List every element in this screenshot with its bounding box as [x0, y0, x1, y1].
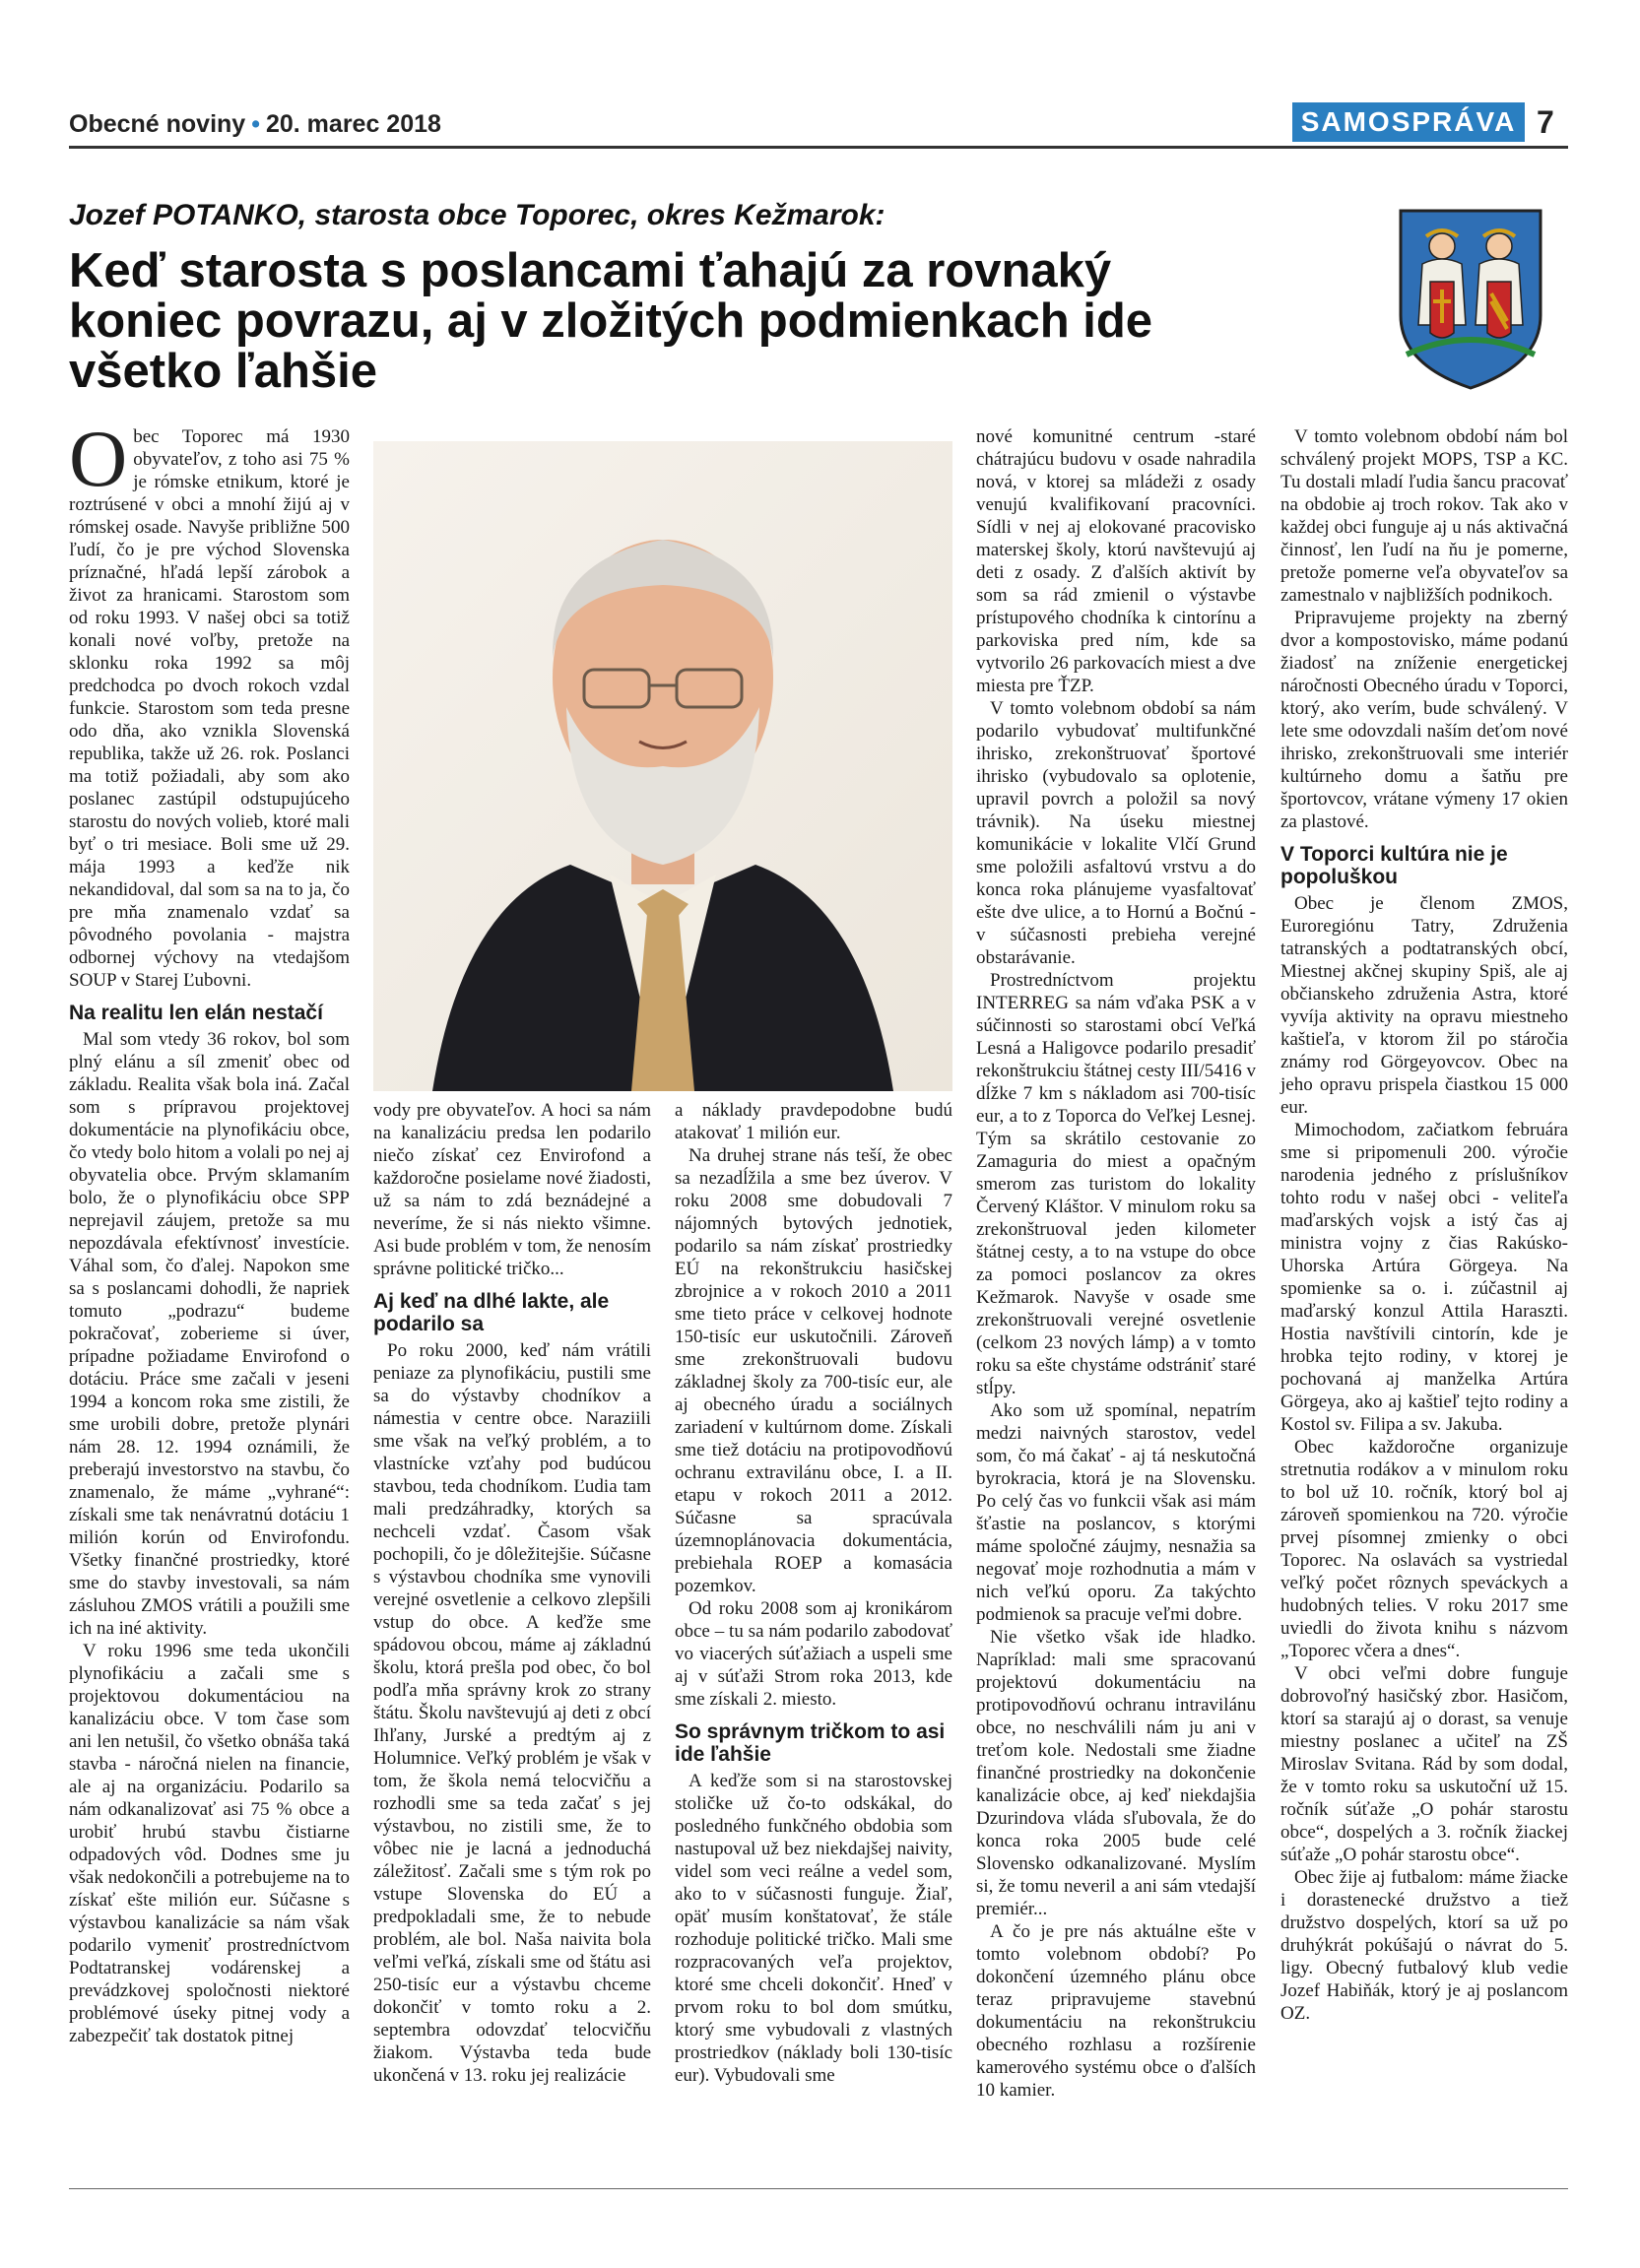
paragraph: A keďže som si na starostovskej stoličke už čo-to odskákal, do posledného funkčného obdobia som nastupoval už bez niekdajšej naivity, videl som veci reálne a vedel som, ako to v súčasnosti funguje. Žiaľ, opäť musím konštatovať, že stále rozhoduje politické tričko. Mali sme rozpracovaných veľa projektov, ktoré sme chceli dokončiť. Hneď v prvom roku to bol dom smútku, ktorý sme vybudovali z vlastných prostriedkov (náklady boli 130-tisíc eur). Vybudovali sme — [675, 1771, 952, 2086]
publication-name: Obecné noviny — [69, 110, 246, 138]
paragraph: a náklady pravdepodobne budú atakovať 1 milión eur. — [675, 1100, 952, 1143]
subheading: Aj keď na dlhé lakte, ale podarilo sa — [373, 1290, 610, 1335]
paragraph: Nie všetko však ide hladko. Napríklad: mali sme spracovanú projektovú dokumentáciu na protipovodňovú ochranu intravilánu obce, no neschválili nám ju ani v treťom kole. Nedostali sme žiadne finančné prostriedky na dokončenie kanalizácie obce, aj keď niekdajšia Dzurindova vláda sľubovala, že do konca roka 2005 bude celé Slovensko odkanalizované. Myslím si, že tomu neveril a ani sám vtedajší premiér... — [976, 1627, 1256, 1919]
subheading: Na realitu len elán nestačí — [69, 1002, 323, 1024]
paragraph: nové komunitné centrum -staré chátrajúcu budovu v osade nahradila nová, v ktorej sa mládeži z osady venujú kvalifikovaní pracovníci. Sídli v nej aj elokované pracovisko materskej školy, ktorú navštevujú aj deti z osady. Z ďalších aktivít by som sa rád zmienil o výstavbe prístupového chodníka k cintorínu a parkoviska pred ním, kde sa vytvorilo 26 parkovacích miest a dve miesta pre ŤZP. — [976, 426, 1256, 696]
header-rule — [69, 146, 1568, 149]
section-label: SAMOSPRÁVA — [1292, 102, 1525, 142]
paragraph: V roku 1996 sme teda ukončili plynofikáciu a začali sme s projektovou dokumentáciou na kanalizáciu obce. V tom čase som ani len netušil, čo všetko obnáša taká stavba - náročná nielen na financie, ale aj na organizáciu. Podarilo sa nám odkanalizovať asi 75 % obce a urobiť hrubú stavbu čistiarne odpadových vôd. Dodnes sme ju však nedokončili a potrebujeme na to získať ešte milión eur. Súčasne s výstavbou kanalizácie sa nám však podarilo vymeniť prostredníctvom Podtatranskej vodárenskej a prevádzkovej spoločnosti niektoré problémové úseky pitnej vody a zabezpečiť tak dostatok pitnej — [69, 1641, 350, 2046]
paragraph: V tomto volebnom období sa nám podarilo vybudovať multifunkčné ihrisko, zrekonštruovať športové ihrisko (vybudovalo sa oplotenie, upravil povrch a položil sa nový trávnik). Na úseku miestnej komunikácie v lokalite Vlčí Grund sme položili asfaltovú vrstvu a do konca roka plánujeme vyasfaltovať ešte dve ulice, a to Hornú a Bočnú - v súčasnosti prebieha verejné obstarávanie. — [976, 698, 1256, 968]
paragraph: Prostredníctvom projektu INTERREG sa nám vďaka PSK a v súčinnosti so starostami obcí Veľká Lesná a Haligovce podarilo presadiť rekonštrukciu štátnej cesty III/5416 v dĺžke 7 km s nákladom asi 700-tisíc eur, a to z Toporca do Veľkej Lesnej. Tým sa skrátilo cestovanie zo Zamaguria do miest a opačným smerom zas turistom do lokality Červený Kláštor. V minulom roku sa zrekonštruoval jeden kilometer štátnej cesty, a to na vstupe do obce za pomoci poslancov za okres Kežmarok. Navyše v osade sme zrekonštruovali verejné osvetlenie (celkom 23 nových lámp) a v tomto roku sa ešte chystáme odstrániť staré stĺpy. — [976, 970, 1256, 1398]
paragraph: vody pre obyvateľov. A hoci sa nám na kanalizáciu predsa len podarilo niečo získať cez Envirofond a každoročne posielame nové žiadosti, už sa nám to zdá beznádejné a neveríme, že si nás niekto všimne. Asi bude problém v tom, že nenosím správne politické tričko... — [373, 1100, 651, 1279]
article-column-2 — [373, 1099, 651, 2087]
paragraph: V tomto volebnom období nám bol schválený projekt MOPS, TSP a KC. Tu dostali mladí ľudia šancu pracovať na obdobie aj troch rokov. Tak ako v každej obci funguje aj u nás aktivačná činnosť, len ľudí na ňu je pomerne, pretože pomerne veľa obyvateľov sa zamestnalo v najbližších podnikoch. — [1280, 426, 1568, 606]
paragraph: V obci veľmi dobre funguje dobrovoľný hasičský zbor. Hasičom, ktorí sa starajú aj o dorast, sa venuje miestny poslanec a učiteľ na ZŠ Miroslav Svitana. Rád by som dodal, že v tomto roku sa uskutoční už 15. ročník súťaže „O pohár starostu obce“, dospelých a 3. ročník žiackej súťaže „O pohár starostu obce“. — [1280, 1663, 1568, 1865]
paragraph: Po roku 2000, keď nám vrátili peniaze za plynofikáciu, pustili sme sa do výstavby chodníkov a námestia v centre obce. Naraziili sme však na veľký problém, a to vlastnícke vzťahy pod budúcou stavbou, teda chodníkom. Ľudia tam mali predzáhradky, ktorých sa nechceli vzdať. Časom však pochopili, čo je dôležitejšie. Súčasne s výstavbou chodníka sme vynovili verejné osvetlenie a celkovo zlepšili vstup do obce. A keďže sme spádovou obcou, máme aj základnú školu, ktorá prešla pod obec, čo bol podľa mňa správny krok zo strany štátu. Školu navštevujú aj deti z obcí Ihľany, Jurské a predtým aj z Holumnice. Veľký problém je však v tom, že škola nemá telocvičňu a rozhodli sme sa teda začať s jej výstavbou, no zistili sme, že to vôbec nie je lacná a jednoduchá záležitosť. Začali sme s tým rok po vstupe Slovenska do EÚ a predpokladali sme, že to nebude problém, ale bol. Naša naivita bola veľmi veľká, získali sme od štátu asi 250-tisíc eur a výstavbu chceme dokončiť v tomto roku a 2. septembra odovzdať telocvičňu žiakom. Výstavba teda bude ukončená v 13. roku jej realizácie — [373, 1340, 651, 2086]
subheading: V Toporci kultúra nie je popoluškou — [1280, 843, 1508, 888]
coat-of-arms-icon — [1397, 207, 1544, 392]
paragraph: Mal som vtedy 36 rokov, bol som plný elánu a síl zmeniť obec od základu. Realita však bola iná. Začal som s prípravou projektovej dokumentácie na plynofikáciu obce, čo vtedy bolo hitom a volali po nej aj obyvatelia obce. Prvým sklamaním bolo, že o plynofikáciu obce SPP neprejavil záujem, pretože sa mu nepozdávala efektívnosť investície. Váhal som, čo ďalej. Napokon sme sa s poslancami dohodli, že napriek tomuto „podrazu“ budeme pokračovať, zoberieme si úver, prípadne požiadame Envirofond o dotáciu. Práce sme začali v jeseni 1994 a koncom roka sme zistili, že sme urobili dobre, pretože plynári nám 28. 12. 1994 oznámili, že preberajú investorstvo na stavbu, čo znamenalo, že máme „vyhrané“: získali sme tak nenávratnú dotáciu 1 milión korún od Envirofondu. Všetky finančné prostriedky, ktoré sme do stavby investovali, sa nám zásluhou ZMOS vrátili a použili sme ich na iné aktivity. — [69, 1029, 350, 1639]
footer-rule — [69, 2188, 1568, 2189]
paragraph: Obec je členom ZMOS, Euroregiónu Tatry, Združenia tatranských a podtatranských obcí, Miestnej akčnej skupiny Spiš, ale aj občianskeho združenia Astra, ktoré vyvíja aktivity na opravu miestneho kaštieľa, v ktorom žil po stáročia známy rod Görgeyovcov. Obec na jeho opravu prispela čiastkou 15 000 eur. — [1280, 893, 1568, 1118]
issue-date: 20. marec 2018 — [265, 110, 441, 138]
portrait-illustration — [373, 441, 952, 1091]
paragraph: bec Toporec má 1930 obyvateľov, z toho asi 75 % je rómske etnikum, ktoré je roztrúsené v obci a mnohí žijú aj v rómskej osade. Navyše približne 500 ľudí, čo je pre východ Slovenska príznačné, hľadá lepší zárobok a život za hranicami. Starostom som od roku 1993. V našej obci sa totiž konali nové voľby, pretože na sklonku roka 1992 sa môj predchodca po dvoch rokoch vzdal funkcie. Starostom som teda presne odo dňa, ako vznikla Slovenská republika, takže už 26. rok. Poslanci ma totiž požiadali, aby som ako poslanec zastúpil odstupujúceho starostu do nových volieb, ktoré mali byť o tri mesiace. Boli sme už 29. mája 1993 a keďže nik nekandidoval, dal som sa na to ja, čo pre mňa znamenalo vzdať sa pôvodného povolania - majstra odbornej výchovy na vtedajšom SOUP v Starej Ľubovni. — [69, 426, 350, 991]
drop-cap: O — [69, 414, 128, 503]
article-column-3 — [675, 1099, 952, 2087]
article-headline: Keď starosta s poslancami ťahajú za rovnaký koniec povrazu, aj v zložitých podmienkach ide všetko ľahšie — [69, 244, 1153, 398]
paragraph: Obec žije aj futbalom: máme žiacke i dorastenecké družstvo a tiež družstvo dospelých, ktorí sa už po druhýkrát pokúšajú o návrat do 5. ligy. Obecný futbalový klub vedie Jozef Habiňák, ktorý je aj poslancom OZ. — [1280, 1867, 1568, 2024]
paragraph: Na druhej strane nás teší, že obec sa nezadĺžila a sme bez úverov. V roku 2008 sme dobudovali 7 nájomných bytových jednotiek, podarilo sa nám získať prostriedky EÚ na rekonštrukciu hasičskej zbrojnice a v rokoch 2010 a 2011 sme tieto práce v celkovej hodnote 150-tisíc eur uskutočnili. Zároveň sme zrekonštruovali budovu základnej školy za 700-tisíc eur, ale aj obecného úradu a sociálnych zariadení v kultúrnom dome. Získali sme tiež dotáciu na protipovodňovú ochranu extravilánu obce, I. a II. etapu v rokoch 2011 a 2012. Súčasne sa spracúvala územnoplánovacia dokumentácia, prebiehala ROEP a komasácia pozemkov. — [675, 1145, 952, 1596]
paragraph: Obec každoročne organizuje stretnutia rodákov a v minulom roku to bol už 10. ročník, ktorý bol aj zároveň spomienkou na 720. výročie prvej písomnej zmienky o obci Toporec. Na oslavách sa vystriedal veľký počet rôznych speváckych a hudobných telies. V roku 2017 sme uviedli do života knihu s názvom „Toporec včera a dnes“. — [1280, 1437, 1568, 1661]
paragraph: Mimochodom, začiatkom februára sme si pripomenuli 200. výročie narodenia jedného z príslušníkov tohto rodu v našej obci - veliteľa maďarských vojsk a istý čas aj ministra vojny z čias Rakúsko-Uhorska Artúra Görgeya. Na spomienke sa o. i. zúčastnil aj maďarský konzul Attila Haraszti. Hostia navštívili cintorín, kde je hrobka tejto rodiny, v ktorej je pochovaná aj manželka Artúra Görgeya, ako aj kaštieľ tejto rodiny a Kostol sv. Filipa a sv. Jakuba. — [1280, 1120, 1568, 1435]
paragraph: Pripravujeme projekty na zberný dvor a kompostovisko, máme podanú žiadosť na zníženie energetickej náročnosti Obecného úradu v Toporci, ktorý, ako verím, bude schválený. V lete sme odovzdali naším deťom nové ihrisko, zrekonštruovali sme interiér kultúrneho domu a šatňu pre športovcov, vrátane výmeny 17 okien za plastové. — [1280, 608, 1568, 832]
article-column-5 — [1280, 425, 1568, 2025]
paragraph: Od roku 2008 som aj kronikárom obce – tu sa nám podarilo zabodovať vo viacerých súťažiach a uspeli sme aj v súťaži Strom roka 2013, kde sme získali 2. miesto. — [675, 1598, 952, 1710]
separator-dot: • — [251, 110, 260, 138]
article-kicker: Jozef POTANKO, starosta obce Toporec, okres Kežmarok: — [69, 199, 886, 231]
article-column-1 — [69, 414, 350, 2047]
paragraph: A čo je pre nás aktuálne ešte v tomto volebnom období? Po dokončení územného plánu obce teraz pripravujeme stavebnú dokumentáciu na rekonštrukciu obecného rozhlasu a rozšírenie kamerového systému obce o ďalších 10 kamier. — [976, 1921, 1256, 2101]
subheading: So správnym tričkom to asi ide ľahšie — [675, 1720, 946, 1766]
page-number: 7 — [1537, 104, 1554, 140]
article-column-4 — [976, 425, 1256, 2102]
masthead — [69, 110, 441, 139]
portrait-photo — [373, 441, 952, 1091]
paragraph: Ako som už spomínal, nepatrím medzi naivných starostov, vedel som, čo má čakať - aj tá neskutočná byrokracia, ktorá je na Slovensku. Po celý čas vo funkcii však asi mám šťastie na poslancov, s ktorými máme spoločné záujmy, nesnažia sa negovať moje rozhodnutia a mám v nich veľkú oporu. Za takýchto podmienok sa pracuje veľmi dobre. — [976, 1400, 1256, 1625]
